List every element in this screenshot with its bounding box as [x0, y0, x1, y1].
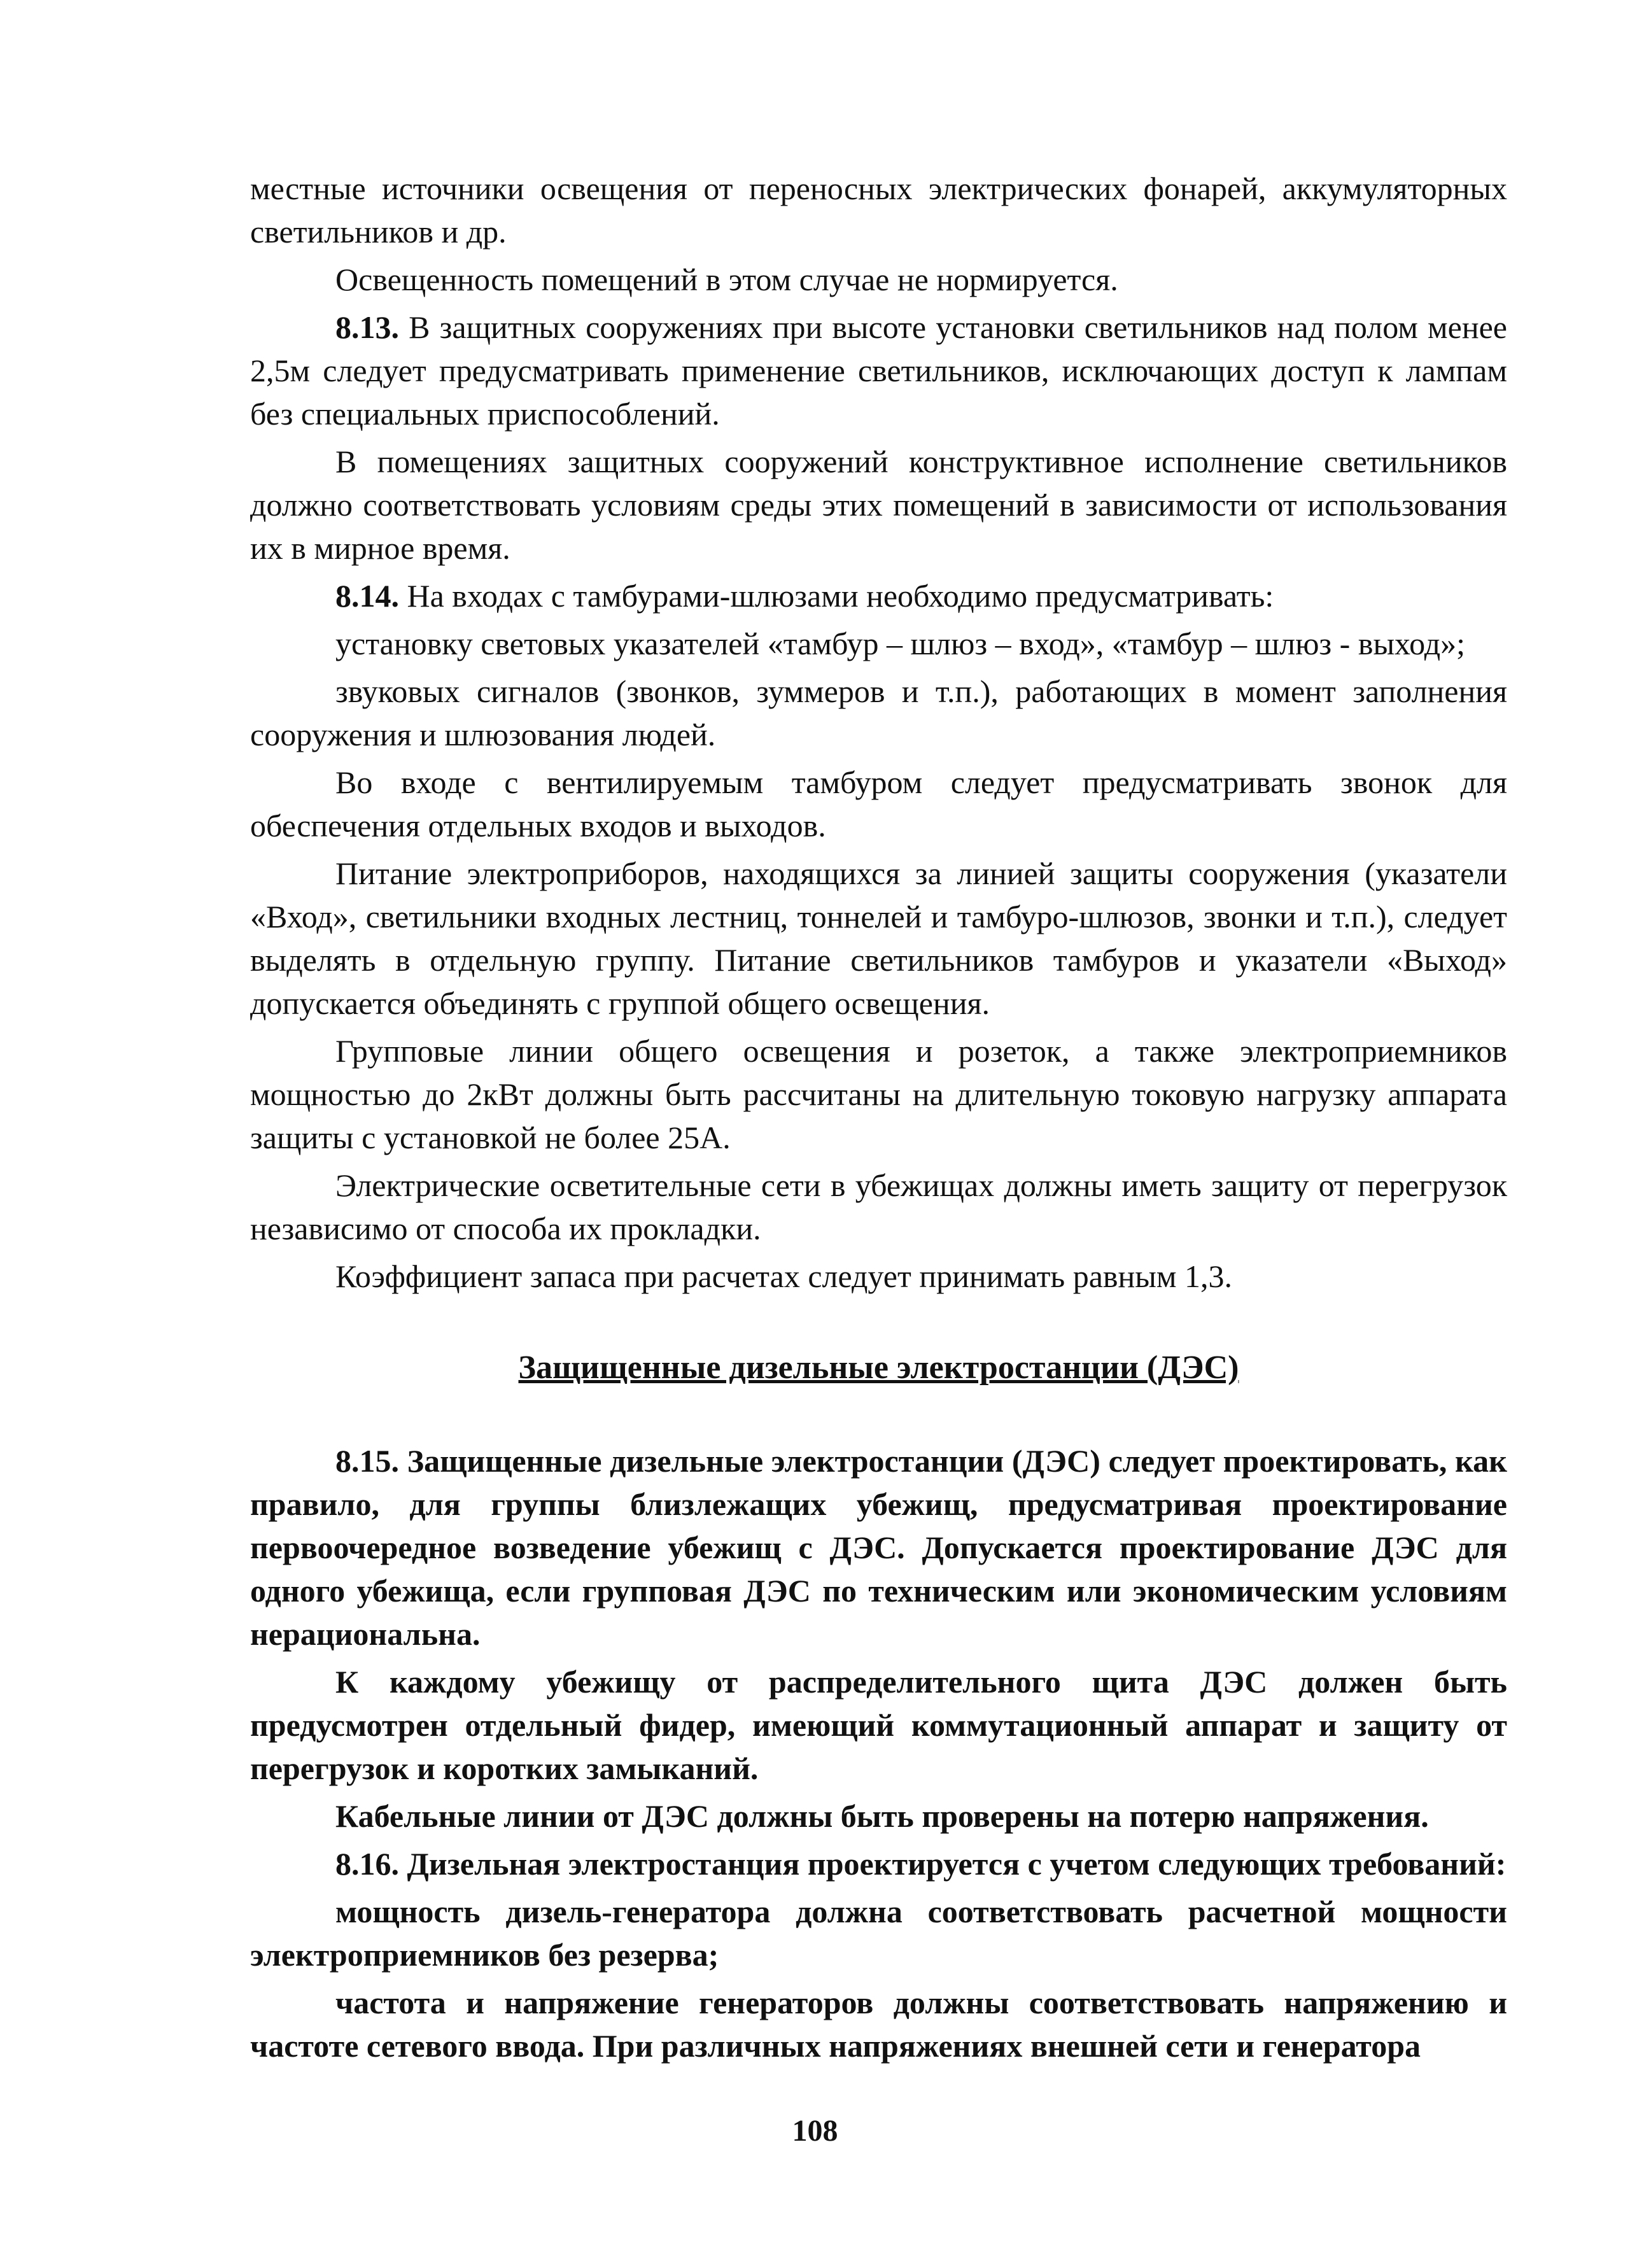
diesel-section	[250, 1439, 1507, 2067]
paragraph-text: Во входе с вентилируемым тамбуром следует предусматривать звонок для обеспечения отдельных входов и выходов.	[250, 764, 1507, 843]
paragraph-text: звуковых сигналов (звонков, зуммеров и т.п.), работающих в момент заполнения сооружения и шлюзования людей.	[250, 673, 1507, 752]
paragraph	[250, 761, 1507, 847]
paragraph	[250, 167, 1507, 253]
paragraph-text: Электрические осветительные сети в убежищах должны иметь защиту от перегрузок независимо от способа их прокладки.	[250, 1167, 1507, 1246]
paragraph	[250, 1439, 1507, 1656]
section-heading: Защищенные дизельные электростанции (ДЭС)	[518, 1349, 1239, 1386]
clause-number: 8.15.	[335, 1443, 399, 1479]
paragraph-text: мощность дизель-генератора должна соответствовать расчетной мощности электроприемников без резерва;	[250, 1894, 1507, 1973]
document-page	[250, 167, 1507, 2072]
paragraph	[250, 622, 1507, 665]
paragraph-text: частота и напряжение генераторов должны соответствовать напряжению и частоте сетевого ввода. При различных напряжениях внешней сети и генератора	[250, 1985, 1507, 2064]
paragraph-text: установку световых указателей «тамбур – шлюз – вход», «тамбур – шлюз - выход»;	[335, 626, 1466, 661]
paragraph	[250, 1842, 1507, 1885]
paragraph	[250, 1029, 1507, 1159]
paragraph	[250, 440, 1507, 570]
paragraph-text: В помещениях защитных сооружений конструктивное исполнение светильников должно соответствовать условиям среды этих помещений в зависимости от использования их в мирное время.	[250, 444, 1507, 566]
paragraph	[250, 306, 1507, 435]
paragraph	[250, 258, 1507, 301]
paragraph-text: Коэффициент запаса при расчетах следует принимать равным 1,3.	[335, 1258, 1233, 1294]
paragraph	[250, 574, 1507, 617]
lighting-section	[250, 167, 1507, 1298]
paragraph	[250, 1981, 1507, 2067]
paragraph-text: Групповые линии общего освещения и розеток, а также электроприемников мощностью до 2кВт должны быть рассчитаны на длительную токовую нагрузку аппарата защиты с установкой не более 25А.	[250, 1033, 1507, 1155]
paragraph-text: К каждому убежищу от распределительного щита ДЭС должен быть предусмотрен отдельный фидер, имеющий коммутационный аппарат и защиту от перегрузок и коротких замыканий.	[250, 1664, 1507, 1786]
paragraph-text: Питание электроприборов, находящихся за линией защиты сооружения (указатели «Вход», светильники входных лестниц, тоннелей и тамбуро-шлюзов, звонки и т.п.), следует выделять в отдельную группу. Питание светильников тамбуров и указатели «Выход» допускается объединять с группой общего освещения.	[250, 856, 1507, 1021]
paragraph-text: Кабельные линии от ДЭС должны быть проверены на потерю напряжения.	[335, 1798, 1429, 1834]
clause-number: 8.16.	[335, 1846, 399, 1882]
paragraph	[250, 1794, 1507, 1838]
clause-number: 8.14.	[335, 578, 399, 614]
paragraph	[250, 1255, 1507, 1298]
paragraph-text: Дизельная электростанция проектируется с учетом следующих требований:	[399, 1846, 1507, 1882]
page-number: 108	[792, 2114, 838, 2148]
paragraph	[250, 852, 1507, 1025]
paragraph-text: местные источники освещения от переносных электрических фонарей, аккумуляторных светильников и др.	[250, 171, 1507, 250]
paragraph-text: Освещенность помещений в этом случае не нормируется.	[335, 262, 1118, 297]
paragraph	[250, 1890, 1507, 1976]
paragraph-text: Защищенные дизельные электростанции (ДЭС) следует проектировать, как правило, для группы близлежащих убежищ, предусматривая проектирование первоочередное возведение убежищ с ДЭС. Допускается проектирование ДЭС для одного убежища, если групповая ДЭС по техническим или экономическим условиям нерациональна.	[250, 1443, 1507, 1652]
paragraph-text: На входах с тамбурами-шлюзами необходимо предусматривать:	[399, 578, 1274, 614]
paragraph	[250, 670, 1507, 756]
paragraph	[250, 1660, 1507, 1790]
paragraph-text: В защитных сооружениях при высоте установки светильников над полом менее 2,5м следует предусматривать применение светильников, исключающих доступ к лампам без специальных приспособлений.	[250, 309, 1507, 432]
paragraph	[250, 1164, 1507, 1250]
clause-number: 8.13.	[335, 309, 399, 345]
